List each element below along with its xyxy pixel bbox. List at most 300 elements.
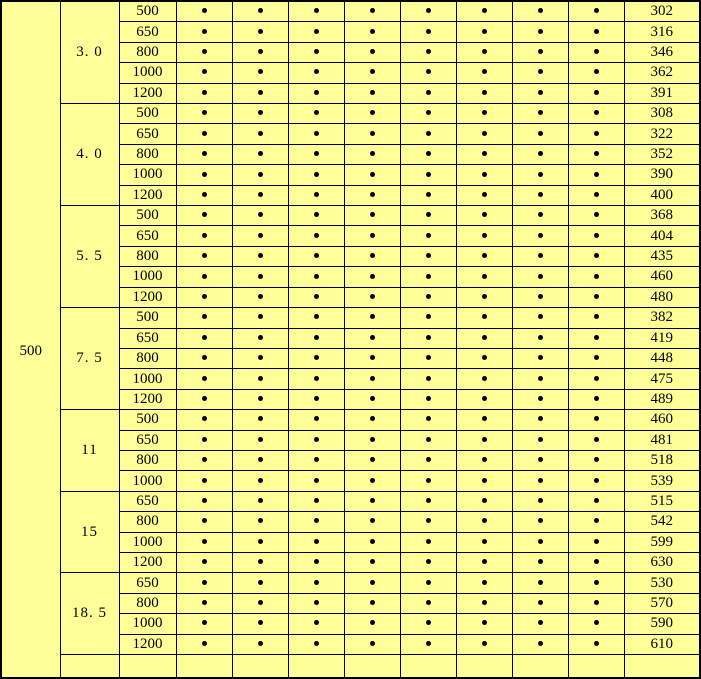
bullet-icon — [594, 478, 599, 483]
bullet-icon — [202, 559, 207, 564]
bullet-icon — [314, 478, 319, 483]
bullet-cell — [344, 532, 400, 552]
bullet-icon — [426, 600, 431, 605]
bullet-cell — [512, 471, 568, 491]
bullet-icon — [202, 131, 207, 136]
bullet-cell — [232, 593, 288, 613]
bullet-icon — [314, 274, 319, 279]
bullet-icon — [594, 49, 599, 54]
bullet-cell — [568, 42, 624, 62]
value-cell: 419 — [624, 328, 700, 348]
bullet-cell — [232, 450, 288, 470]
bullet-cell — [288, 83, 344, 103]
power-cell: 11 — [60, 410, 119, 492]
bullet-cell — [176, 144, 232, 164]
bullet-icon — [314, 457, 319, 462]
bullet-icon — [426, 110, 431, 115]
bullet-icon — [202, 498, 207, 503]
bullet-cell — [456, 165, 512, 185]
bullet-cell — [344, 226, 400, 246]
bullet-cell — [344, 512, 400, 532]
bullet-cell — [400, 206, 456, 226]
bullet-cell — [400, 22, 456, 42]
bullet-cell — [400, 593, 456, 613]
speed-cell: 1000 — [119, 614, 176, 634]
bullet-icon — [538, 620, 543, 625]
power-cell: 4. 0 — [60, 104, 119, 206]
bullet-cell — [568, 226, 624, 246]
bullet-icon — [538, 600, 543, 605]
bullet-cell — [344, 144, 400, 164]
bullet-icon — [314, 437, 319, 442]
bullet-icon — [202, 110, 207, 115]
table-body — [1, 1, 700, 678]
value-cell: 460 — [624, 267, 700, 287]
bullet-icon — [594, 29, 599, 34]
bullet-cell — [232, 552, 288, 572]
bullet-icon — [426, 151, 431, 156]
bullet-cell — [344, 308, 400, 328]
bullet-cell — [232, 471, 288, 491]
bullet-icon — [202, 90, 207, 95]
bullet-cell — [176, 226, 232, 246]
bullet-icon — [202, 457, 207, 462]
value-cell: 480 — [624, 287, 700, 307]
bullet-icon — [202, 620, 207, 625]
bullet-cell — [568, 655, 624, 679]
bullet-cell — [456, 410, 512, 430]
bullet-icon — [594, 580, 599, 585]
bullet-cell — [512, 42, 568, 62]
bullet-cell — [232, 369, 288, 389]
bullet-icon — [258, 335, 263, 340]
bullet-icon — [594, 172, 599, 177]
bullet-cell — [512, 206, 568, 226]
bullet-icon — [426, 396, 431, 401]
bullet-cell — [456, 185, 512, 205]
bullet-icon — [426, 49, 431, 54]
bullet-cell — [232, 348, 288, 368]
bullet-icon — [202, 437, 207, 442]
bullet-icon — [370, 274, 375, 279]
bullet-icon — [538, 437, 543, 442]
bullet-cell — [176, 532, 232, 552]
bullet-icon — [538, 69, 543, 74]
bullet-icon — [202, 69, 207, 74]
bullet-icon — [426, 335, 431, 340]
bullet-cell — [456, 593, 512, 613]
bullet-icon — [482, 580, 487, 585]
bullet-icon — [370, 376, 375, 381]
bullet-cell — [232, 267, 288, 287]
bullet-cell — [512, 348, 568, 368]
bullet-cell — [344, 328, 400, 348]
bullet-icon — [426, 294, 431, 299]
bullet-icon — [258, 437, 263, 442]
bullet-icon — [426, 314, 431, 319]
bullet-cell — [232, 42, 288, 62]
speed-cell: 1000 — [119, 369, 176, 389]
bullet-icon — [538, 335, 543, 340]
bullet-icon — [202, 335, 207, 340]
bullet-icon — [314, 90, 319, 95]
bullet-cell — [344, 42, 400, 62]
bullet-cell — [400, 308, 456, 328]
bullet-cell — [568, 410, 624, 430]
bullet-cell — [568, 634, 624, 654]
bullet-cell — [288, 491, 344, 511]
rpm-cell — [1, 1, 60, 678]
value-cell: 610 — [624, 634, 700, 654]
bullet-icon — [594, 416, 599, 421]
bullet-icon — [594, 110, 599, 115]
bullet-icon — [482, 8, 487, 13]
speed-cell: 500 — [119, 206, 176, 226]
bullet-icon — [482, 274, 487, 279]
bullet-cell — [512, 491, 568, 511]
bullet-cell — [512, 104, 568, 124]
bullet-icon — [314, 233, 319, 238]
bullet-cell — [512, 287, 568, 307]
bullet-icon — [258, 253, 263, 258]
bullet-icon — [538, 253, 543, 258]
bullet-cell — [232, 206, 288, 226]
bullet-icon — [202, 376, 207, 381]
bullet-icon — [538, 8, 543, 13]
bullet-cell — [344, 206, 400, 226]
bullet-cell — [568, 144, 624, 164]
bullet-cell — [232, 491, 288, 511]
bullet-icon — [426, 253, 431, 258]
bullet-cell — [288, 22, 344, 42]
bullet-icon — [258, 314, 263, 319]
bullet-icon — [482, 172, 487, 177]
bullet-cell — [568, 389, 624, 409]
bullet-icon — [538, 314, 543, 319]
value-cell: 435 — [624, 246, 700, 266]
bullet-cell — [232, 63, 288, 83]
bullet-icon — [314, 498, 319, 503]
table-row — [1, 206, 700, 226]
bullet-icon — [594, 192, 599, 197]
value-cell: 460 — [624, 410, 700, 430]
bullet-cell — [344, 1, 400, 22]
bullet-cell — [568, 1, 624, 22]
bullet-icon — [258, 69, 263, 74]
bullet-icon — [426, 29, 431, 34]
bullet-cell — [288, 634, 344, 654]
bullet-icon — [370, 29, 375, 34]
bullet-icon — [202, 151, 207, 156]
bullet-icon — [314, 580, 319, 585]
bullet-cell — [344, 471, 400, 491]
bullet-cell — [456, 308, 512, 328]
bullet-icon — [258, 151, 263, 156]
bullet-icon — [482, 355, 487, 360]
bullet-cell — [400, 165, 456, 185]
bullet-cell — [344, 389, 400, 409]
bullet-cell — [400, 634, 456, 654]
value-cell — [624, 655, 700, 679]
bullet-cell — [400, 348, 456, 368]
bullet-icon — [314, 192, 319, 197]
bullet-icon — [482, 253, 487, 258]
bullet-cell — [456, 491, 512, 511]
speed-cell: 1200 — [119, 185, 176, 205]
bullet-icon — [482, 335, 487, 340]
bullet-icon — [202, 518, 207, 523]
bullet-icon — [314, 376, 319, 381]
bullet-icon — [594, 233, 599, 238]
bullet-cell — [288, 369, 344, 389]
power-cell — [60, 655, 119, 679]
bullet-icon — [594, 376, 599, 381]
bullet-icon — [314, 49, 319, 54]
bullet-cell — [568, 552, 624, 572]
bullet-icon — [594, 620, 599, 625]
bullet-icon — [258, 580, 263, 585]
bullet-cell — [176, 552, 232, 572]
bullet-icon — [202, 478, 207, 483]
bullet-cell — [568, 308, 624, 328]
bullet-icon — [370, 110, 375, 115]
bullet-icon — [258, 294, 263, 299]
bullet-cell — [512, 267, 568, 287]
bullet-icon — [258, 29, 263, 34]
bullet-icon — [426, 559, 431, 564]
bullet-icon — [370, 478, 375, 483]
bullet-icon — [202, 539, 207, 544]
bullet-cell — [176, 512, 232, 532]
value-cell: 518 — [624, 450, 700, 470]
value-cell: 346 — [624, 42, 700, 62]
bullet-icon — [314, 172, 319, 177]
bullet-icon — [314, 253, 319, 258]
bullet-cell — [568, 328, 624, 348]
speed-cell: 1000 — [119, 471, 176, 491]
bullet-icon — [426, 69, 431, 74]
bullet-cell — [176, 165, 232, 185]
bullet-cell — [288, 430, 344, 450]
bullet-cell — [176, 83, 232, 103]
bullet-icon — [202, 580, 207, 585]
bullet-cell — [344, 614, 400, 634]
bullet-cell — [456, 552, 512, 572]
bullet-icon — [314, 396, 319, 401]
bullet-icon — [538, 90, 543, 95]
table-row — [1, 410, 700, 430]
bullet-cell — [568, 512, 624, 532]
value-cell: 391 — [624, 83, 700, 103]
bullet-icon — [426, 478, 431, 483]
value-cell: 630 — [624, 552, 700, 572]
value-cell: 515 — [624, 491, 700, 511]
bullet-cell — [288, 267, 344, 287]
bullet-icon — [482, 192, 487, 197]
bullet-icon — [538, 376, 543, 381]
bullet-icon — [202, 212, 207, 217]
bullet-icon — [426, 376, 431, 381]
bullet-icon — [426, 498, 431, 503]
bullet-cell — [176, 614, 232, 634]
bullet-cell — [232, 328, 288, 348]
bullet-cell — [512, 655, 568, 679]
bullet-cell — [512, 308, 568, 328]
bullet-icon — [426, 212, 431, 217]
bullet-cell — [288, 144, 344, 164]
bullet-icon — [594, 212, 599, 217]
bullet-cell — [456, 226, 512, 246]
speed-cell: 650 — [119, 328, 176, 348]
bullet-icon — [258, 376, 263, 381]
bullet-cell — [288, 287, 344, 307]
bullet-icon — [370, 641, 375, 646]
bullet-cell — [400, 287, 456, 307]
speed-cell: 1000 — [119, 267, 176, 287]
bullet-cell — [456, 267, 512, 287]
bullet-cell — [344, 430, 400, 450]
value-cell: 475 — [624, 369, 700, 389]
bullet-cell — [400, 450, 456, 470]
bullet-cell — [456, 512, 512, 532]
bullet-cell — [232, 389, 288, 409]
bullet-cell — [400, 124, 456, 144]
bullet-icon — [370, 518, 375, 523]
value-cell: 590 — [624, 614, 700, 634]
bullet-cell — [344, 348, 400, 368]
bullet-icon — [314, 355, 319, 360]
bullet-cell — [512, 450, 568, 470]
power-cell: 7. 5 — [60, 308, 119, 410]
bullet-icon — [314, 335, 319, 340]
bullet-icon — [314, 131, 319, 136]
bullet-cell — [288, 471, 344, 491]
bullet-icon — [482, 376, 487, 381]
bullet-icon — [370, 151, 375, 156]
bullet-icon — [202, 314, 207, 319]
bullet-cell — [512, 593, 568, 613]
bullet-icon — [538, 49, 543, 54]
bullet-cell — [176, 389, 232, 409]
bullet-cell — [400, 246, 456, 266]
bullet-icon — [538, 478, 543, 483]
bullet-icon — [370, 90, 375, 95]
bullet-cell — [288, 328, 344, 348]
bullet-icon — [258, 641, 263, 646]
bullet-cell — [512, 552, 568, 572]
value-cell: 489 — [624, 389, 700, 409]
value-cell: 542 — [624, 512, 700, 532]
power-cell: 18. 5 — [60, 573, 119, 655]
bullet-cell — [232, 185, 288, 205]
bullet-cell — [288, 410, 344, 430]
bullet-icon — [594, 131, 599, 136]
value-cell: 539 — [624, 471, 700, 491]
bullet-icon — [482, 539, 487, 544]
bullet-icon — [370, 131, 375, 136]
bullet-cell — [400, 328, 456, 348]
bullet-cell — [400, 430, 456, 450]
bullet-cell — [512, 63, 568, 83]
bullet-cell — [176, 1, 232, 22]
bullet-cell — [232, 532, 288, 552]
bullet-icon — [258, 192, 263, 197]
bullet-icon — [594, 253, 599, 258]
bullet-icon — [202, 29, 207, 34]
bullet-cell — [344, 655, 400, 679]
value-cell: 352 — [624, 144, 700, 164]
bullet-icon — [370, 559, 375, 564]
bullet-cell — [456, 532, 512, 552]
bullet-cell — [232, 226, 288, 246]
bullet-cell — [456, 144, 512, 164]
bullet-icon — [482, 49, 487, 54]
bullet-cell — [568, 124, 624, 144]
value-cell: 570 — [624, 593, 700, 613]
bullet-icon — [538, 498, 543, 503]
bullet-icon — [482, 151, 487, 156]
bullet-cell — [400, 512, 456, 532]
bullet-cell — [344, 287, 400, 307]
bullet-cell — [288, 185, 344, 205]
bullet-cell — [176, 634, 232, 654]
bullet-icon — [258, 131, 263, 136]
bullet-cell — [568, 348, 624, 368]
bullet-cell — [568, 83, 624, 103]
bullet-cell — [400, 185, 456, 205]
bullet-cell — [400, 369, 456, 389]
bullet-icon — [594, 539, 599, 544]
bullet-cell — [400, 410, 456, 430]
bullet-icon — [370, 233, 375, 238]
bullet-icon — [426, 518, 431, 523]
bullet-cell — [176, 491, 232, 511]
bullet-cell — [288, 389, 344, 409]
bullet-icon — [258, 498, 263, 503]
bullet-icon — [314, 641, 319, 646]
bullet-cell — [344, 267, 400, 287]
bullet-cell — [176, 42, 232, 62]
bullet-cell — [176, 593, 232, 613]
bullet-cell — [400, 532, 456, 552]
bullet-icon — [538, 518, 543, 523]
table-row — [1, 1, 700, 22]
bullet-icon — [594, 151, 599, 156]
bullet-icon — [314, 110, 319, 115]
bullet-cell — [232, 410, 288, 430]
bullet-cell — [568, 267, 624, 287]
bullet-cell — [176, 308, 232, 328]
bullet-cell — [400, 42, 456, 62]
bullet-cell — [456, 655, 512, 679]
bullet-icon — [202, 49, 207, 54]
bullet-icon — [538, 131, 543, 136]
bullet-icon — [538, 233, 543, 238]
bullet-icon — [426, 90, 431, 95]
bullet-icon — [594, 355, 599, 360]
bullet-icon — [370, 498, 375, 503]
bullet-icon — [314, 600, 319, 605]
bullet-cell — [232, 655, 288, 679]
bullet-icon — [426, 416, 431, 421]
bullet-cell — [456, 369, 512, 389]
value-cell: 481 — [624, 430, 700, 450]
bullet-icon — [258, 212, 263, 217]
bullet-icon — [426, 641, 431, 646]
bullet-icon — [258, 416, 263, 421]
bullet-icon — [538, 192, 543, 197]
value-cell: 448 — [624, 348, 700, 368]
